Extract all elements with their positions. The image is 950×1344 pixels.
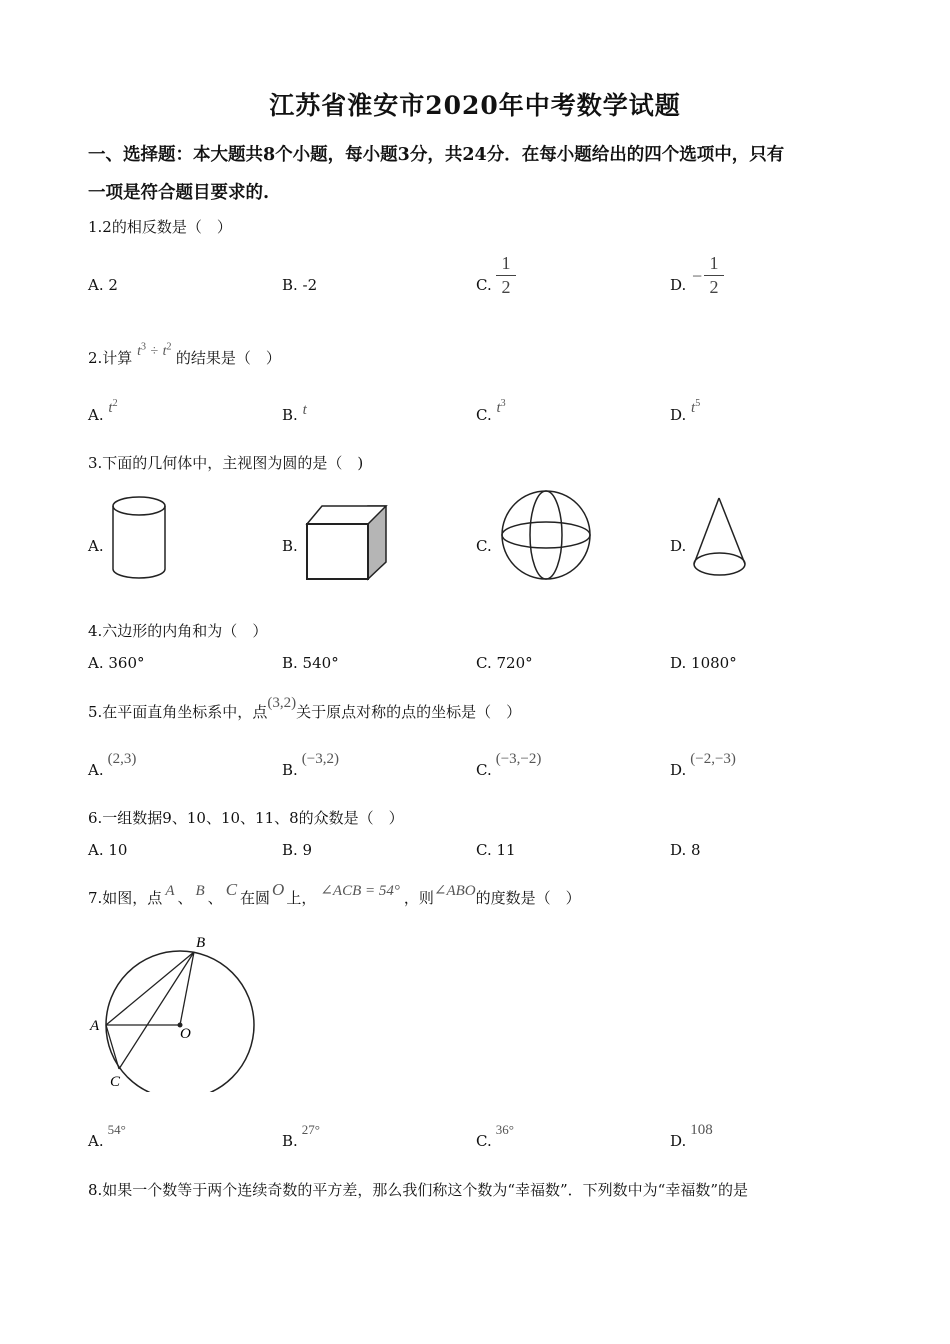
cube-figure bbox=[302, 504, 388, 584]
q1-option-d-label: D. bbox=[670, 276, 687, 294]
q7-asked-angle: ∠ABO bbox=[433, 883, 476, 899]
q6-option-d: D. 8 bbox=[670, 841, 701, 859]
q3-option-c-label: C. bbox=[476, 537, 492, 555]
cone-figure bbox=[690, 496, 750, 582]
fraction-bar bbox=[496, 275, 516, 276]
q5-option-b: B.(−3,2) bbox=[282, 751, 339, 779]
q7-option-d: D.108 bbox=[670, 1122, 713, 1150]
q3-stem: 3.下面的几何体中，主视图为圆的是（ ) bbox=[88, 454, 364, 472]
q6-stem: 6.一组数据9、10、10、11、8的众数是（ ） bbox=[88, 809, 404, 827]
q1-option-d-fraction bbox=[704, 253, 724, 298]
q1-option-c-fraction bbox=[496, 253, 516, 298]
q2-option-c: C. $t^3$ bbox=[476, 398, 506, 424]
q1-c-denominator: 2 bbox=[501, 277, 511, 297]
q1-d-sign: − bbox=[692, 266, 703, 286]
sphere-figure bbox=[498, 488, 594, 584]
q1-option-b: B. -2 bbox=[282, 276, 318, 294]
q4-option-c: C. 720° bbox=[476, 654, 533, 672]
section-line-2: 一项是符合题目要求的. bbox=[88, 183, 270, 203]
q8-stem: 8.如果一个数等于两个连续奇数的平方差，那么我们称这个数为“幸福数”．下列数中为“幸福数”的是 bbox=[88, 1181, 748, 1199]
q4-option-a: A. 360° bbox=[88, 654, 145, 672]
q1-option-c-label: C. bbox=[476, 276, 492, 294]
q2-stem-pre: 2.计算 bbox=[88, 349, 133, 367]
q2-option-a: A. $t^2$ bbox=[88, 398, 118, 424]
label-b: B bbox=[196, 935, 206, 951]
q1-option-a: A. 2 bbox=[88, 276, 118, 294]
q7-option-a: A.54° bbox=[88, 1122, 126, 1150]
q2-option-b: B. t bbox=[282, 402, 307, 424]
q2-expression: $t^3 \div t^2$ bbox=[137, 341, 172, 359]
q4-option-d: D. 1080° bbox=[670, 654, 737, 672]
cylinder-figure bbox=[108, 494, 170, 584]
q5-option-d: D.(−2,−3) bbox=[670, 751, 736, 779]
q1-stem: 1.2的相反数是（ ） bbox=[88, 218, 232, 236]
q6-option-b: B. 9 bbox=[282, 841, 313, 859]
q1-c-numerator: 1 bbox=[501, 253, 511, 273]
q4-option-b: B. 540° bbox=[282, 654, 339, 672]
circle-geometry-figure bbox=[84, 928, 264, 1092]
q1-d-denominator: 2 bbox=[709, 277, 719, 297]
q3-option-a-label: A. bbox=[88, 537, 104, 555]
page-title: 江苏省淮安市2020年中考数学试题 bbox=[269, 91, 681, 120]
q6-option-a: A. 10 bbox=[88, 841, 128, 859]
q5-stem: 5.在平面直角坐标系中，点(3,2)关于原点对称的点的坐标是（ ） bbox=[88, 695, 522, 721]
q2-stem-post: 的结果是（ ） bbox=[175, 349, 281, 367]
label-c: C bbox=[110, 1074, 121, 1090]
label-a: A bbox=[90, 1018, 100, 1034]
q6-option-c: C. 11 bbox=[476, 841, 516, 859]
q4-stem: 4.六边形的内角和为（ ） bbox=[88, 622, 268, 640]
section-header bbox=[88, 136, 868, 212]
q5-option-c: C.(−3,−2) bbox=[476, 751, 542, 779]
q1-d-numerator: 1 bbox=[709, 253, 719, 273]
q7-option-b: B.27° bbox=[282, 1122, 320, 1150]
q7-option-c: C.36° bbox=[476, 1122, 514, 1150]
q7-given-angle: ∠ACB = 54° bbox=[320, 883, 400, 899]
q5-option-a: A.(2,3) bbox=[88, 751, 137, 779]
label-o: O bbox=[180, 1026, 191, 1042]
q2-stem bbox=[88, 341, 281, 368]
q5-point: (3,2) bbox=[267, 695, 297, 711]
q3-option-b-label: B. bbox=[282, 537, 298, 555]
section-line-1: 一、选择题：本大题共8个小题，每小题3分，共24分．在每小题给出的四个选项中，只有 bbox=[88, 145, 785, 165]
q7-stem: 7.如图，点 A 、 B 、 C 在圆 O 上， ∠ACB = 54° ，则∠ABO的度数是（ ） bbox=[88, 880, 581, 907]
fraction-bar bbox=[704, 275, 724, 276]
q3-option-d-label: D. bbox=[670, 537, 687, 555]
q2-option-d: D. $t^5$ bbox=[670, 398, 701, 424]
